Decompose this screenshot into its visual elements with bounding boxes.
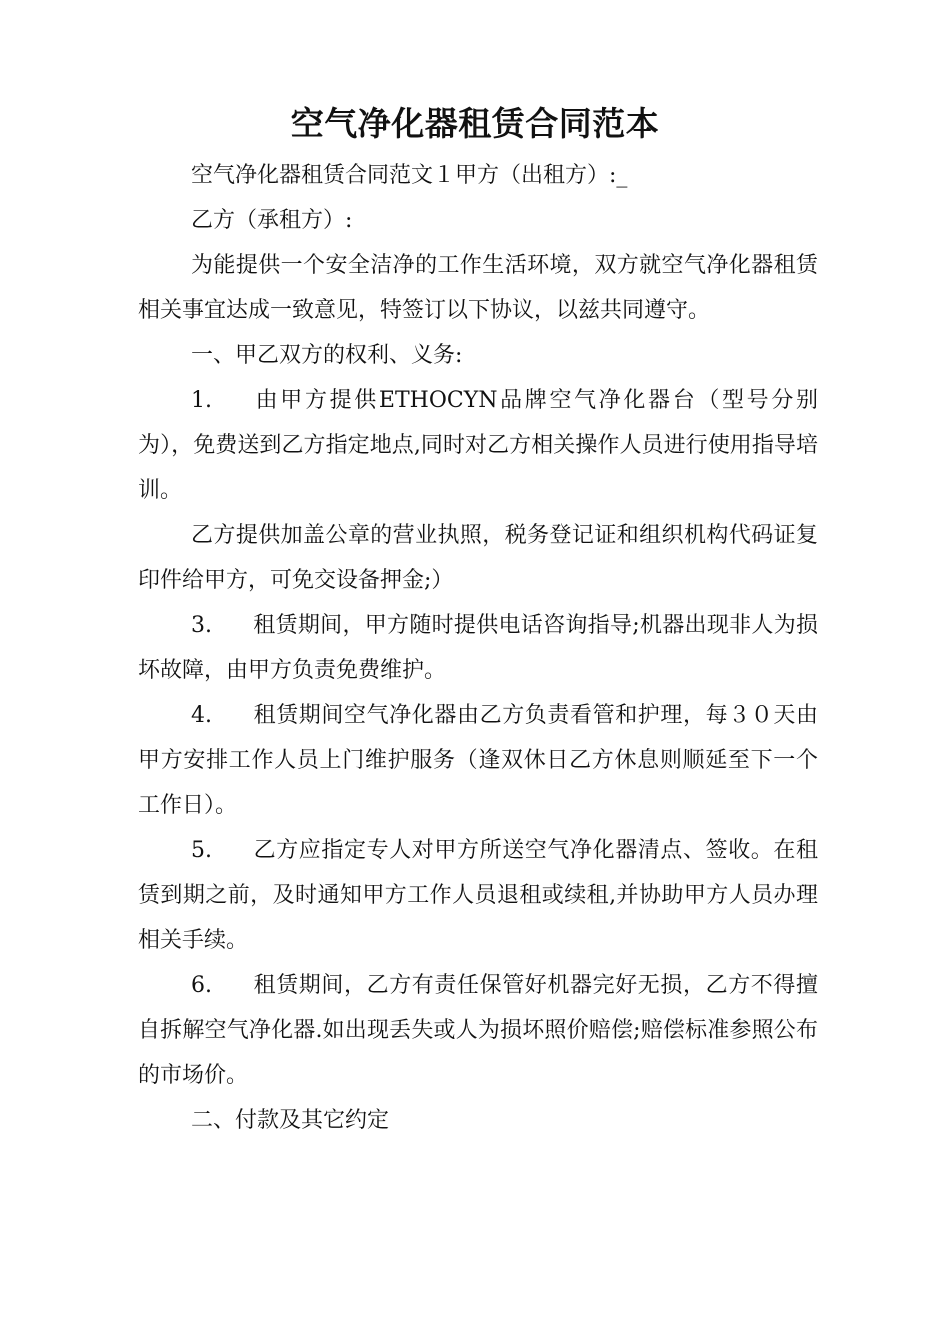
clause-6 — [138, 963, 818, 1098]
clause-text: 租赁期间空气净化器由乙方负责看管和护理，每３０天由甲方安排工作人员上门维护服务（逢双休日乙方休息则顺延至下一个工作日）。 — [138, 703, 818, 818]
clause-text: 租赁期间，甲方随时提供电话咨询指导;机器出现非人为损坏故障，由甲方负责免费维护。 — [138, 613, 818, 683]
clause-text: 乙方应指定专人对甲方所送空气净化器清点、签收。在租赁到期之前，及时通知甲方工作人员退租或续租,并协助甲方人员办理相关手续。 — [138, 838, 818, 953]
paragraph-party-b: 乙方（承租方）: — [191, 208, 353, 233]
section-heading-payment: 二、付款及其它约定 — [191, 1108, 390, 1133]
document-title: 空气净化器租赁合同范本 — [290, 104, 660, 143]
document-body — [138, 153, 818, 1143]
clause-number: 4. — [191, 703, 212, 728]
clause-3 — [138, 603, 818, 693]
clause-5 — [138, 828, 818, 963]
clause-number: 1. — [191, 388, 212, 413]
clause-2: 乙方提供加盖公章的营业执照，税务登记证和组织机构代码证复印件给甲方，可免交设备押金;） — [138, 523, 818, 593]
clause-number: 6. — [191, 973, 212, 998]
clause-4 — [138, 693, 818, 828]
paragraph-purpose: 为能提供一个安全洁净的工作生活环境，双方就空气净化器租赁相关事宜达成一致意见，特签订以下协议，以兹共同遵守。 — [138, 253, 818, 323]
section-heading-rights: 一、甲乙双方的权利、义务: — [191, 343, 463, 368]
clause-1 — [138, 378, 818, 513]
clause-number: 3. — [191, 613, 212, 638]
clause-number: 5. — [191, 838, 212, 863]
clause-text: 由甲方提供ETHOCYN品牌空气净化器台（型号分别为），免费送到乙方指定地点,同时对乙方相关操作人员进行使用指导培训。 — [138, 388, 818, 503]
paragraph-intro: 空气净化器租赁合同范文１甲方（出租方）:_ — [191, 163, 628, 188]
clause-text: 租赁期间，乙方有责任保管好机器完好无损，乙方不得擅自拆解空气净化器.如出现丢失或人为损坏照价赔偿;赔偿标准参照公布的市场价。 — [138, 973, 818, 1088]
